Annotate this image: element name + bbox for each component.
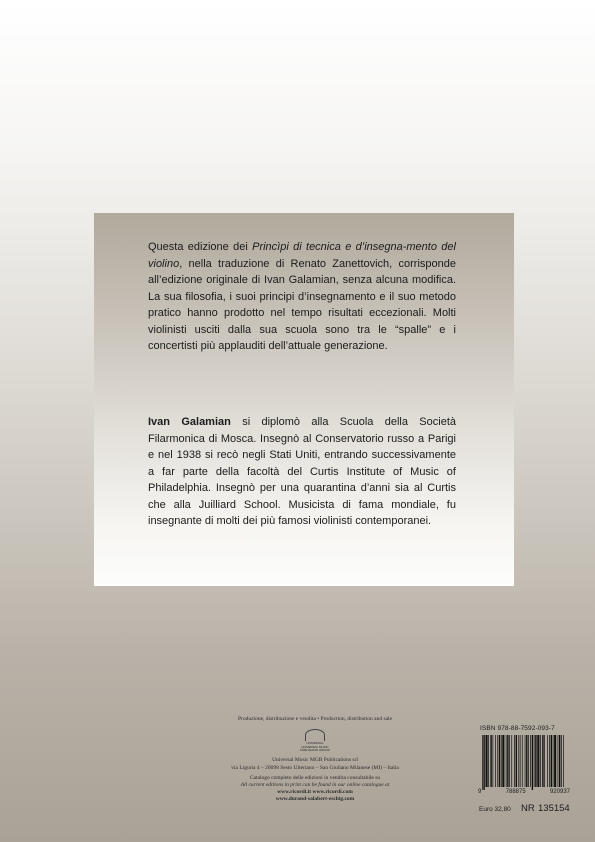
description-paragraph — [148, 239, 456, 355]
catalogue-note-it: Catalogo completo delle edizioni in vendita consultabile su — [249, 775, 381, 781]
website-link-ricordi[interactable]: www.ricordi.it www.ricordi.com — [277, 789, 353, 795]
barcode-bar — [559, 735, 560, 787]
barcode-bar — [509, 735, 510, 787]
barcode-bar — [495, 735, 496, 787]
barcode-bar — [493, 735, 494, 787]
barcode-bar — [558, 735, 559, 787]
distribution-credit: Produzione, distribuzione e vendita • Production, distribution and sale — [237, 716, 393, 722]
globe-icon — [305, 729, 325, 741]
barcode-bar — [497, 735, 498, 787]
website-link-dse[interactable]: www.durand-salabert-eschig.com — [275, 796, 355, 802]
barcode-bar — [549, 735, 550, 787]
barcode-bar — [554, 735, 556, 787]
logo-text: UNIVERSAL — [306, 741, 324, 745]
bio-text: si diplomò alla Scuola della Società Filarmonica di Mosca. Insegnò al Conservatorio russo a Parigi e nel 1938 si recò negli Stati Uniti, entrando successivamente a far parte della facoltà del Curtis Institute of Music of Philadelphia. Insegnò per una quarantina d’anni sia al Curtis che alla Juilliard School. Musicista di fama mondiale, fu insegnante di molti dei più famosi violinisti contemporanei. — [148, 416, 456, 527]
barcode-bar — [540, 735, 541, 787]
barcode-bar — [522, 735, 523, 787]
barcode-bar — [488, 735, 489, 787]
catalogue-number: 135154 — [538, 803, 570, 814]
barcode-bar — [501, 735, 502, 787]
barcode-bar — [532, 735, 533, 790]
publisher-name: Universal Music MGB Publications srl — [272, 757, 358, 763]
barcode-bar — [499, 735, 500, 787]
logo-subtext: UNIVERSAL MUSIC PUBLISHING GROUP — [299, 744, 330, 753]
barcode-bar — [520, 735, 521, 787]
barcode-bar — [561, 735, 562, 787]
book-title: Princìpi di tecnica e d’insegna-mento del violino — [148, 241, 456, 270]
catalogue-note-en: All current editions in print can be found in our online catalogue at — [240, 782, 390, 788]
barcode-bar — [525, 735, 526, 787]
barcode-bar — [534, 735, 535, 787]
barcode-bar — [547, 735, 548, 787]
barcode — [480, 735, 568, 790]
barcode-bar — [482, 735, 483, 790]
barcode-bar — [563, 735, 564, 787]
barcode-bar — [526, 735, 527, 787]
barcode-bar — [506, 735, 507, 787]
barcode-digit-group-2: 920937 — [549, 789, 570, 795]
barcode-bar — [553, 735, 554, 787]
isbn-number: ISBN 978-88-7592-093-7 — [480, 725, 555, 732]
price: Euro 32,80 — [479, 806, 511, 813]
barcode-bar — [542, 735, 543, 787]
publisher-address: via Liguria 4 – 20098 Sesto Ulteriano – San Giuliano Milanese (MI) – Italia — [231, 765, 399, 771]
barcode-digit-prefix: 9 — [478, 789, 482, 795]
barcode-bar — [514, 735, 515, 787]
description-text-start: Questa edizione dei — [148, 241, 253, 253]
universal-logo — [295, 729, 335, 757]
barcode-bar — [528, 735, 529, 787]
barcode-bar — [518, 735, 519, 787]
barcode-bar — [490, 735, 491, 787]
barcode-bar — [483, 735, 484, 790]
nr-label: NR — [521, 803, 535, 814]
barcode-bar — [516, 735, 517, 787]
barcode-bar — [507, 735, 508, 787]
barcode-bar — [544, 735, 545, 787]
barcode-bar — [486, 735, 488, 787]
bio-paragraph — [148, 414, 456, 530]
barcode-digits — [478, 789, 570, 795]
barcode-bar — [511, 735, 512, 787]
barcode-bar — [535, 735, 536, 787]
barcode-bar — [551, 735, 552, 787]
author-name: Ivan Galamian — [148, 416, 231, 428]
barcode-bar — [537, 735, 539, 787]
barcode-digit-group-1: 788875 — [505, 789, 526, 795]
barcode-bar — [530, 735, 531, 787]
description-text-end: , nella traduzione di Renato Zanettovich, corrisponde all’edizione originale di Ivan Galamian, senza alcuna modifica. La sua filosofia, i suoi principi d’insegnamento e il suo metodo pratico hanno prodotto nel tempo risultati eccezionali. Molti violinisti usciti dalla sua scuola sono tra le “spalle” e i concertisti più applauditi dell’attuale generazione. — [148, 257, 456, 352]
barcode-bar — [502, 735, 504, 787]
